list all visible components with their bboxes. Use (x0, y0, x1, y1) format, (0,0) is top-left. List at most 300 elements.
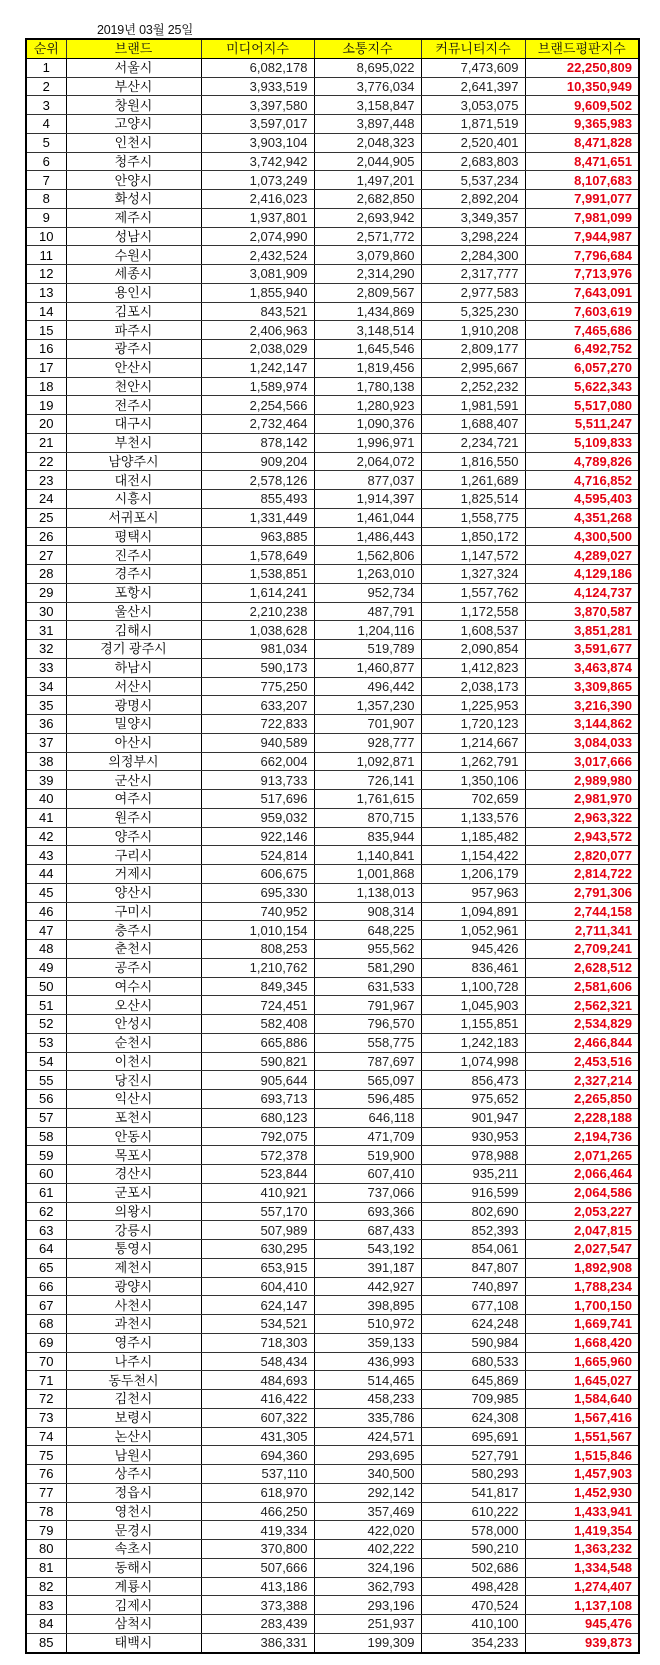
community-index-cell: 1,155,851 (421, 1015, 525, 1034)
rank-cell: 63 (26, 1221, 66, 1240)
community-index-cell: 2,892,204 (421, 190, 525, 209)
rank-cell: 13 (26, 283, 66, 302)
community-index-cell: 1,825,514 (421, 490, 525, 509)
brand-cell: 아산시 (66, 733, 201, 752)
community-index-cell: 2,520,401 (421, 133, 525, 152)
community-index-cell: 945,426 (421, 940, 525, 959)
brand-reputation-index-cell: 1,788,234 (525, 1277, 639, 1296)
brand-reputation-index-cell: 5,109,833 (525, 433, 639, 452)
communication-index-cell: 519,900 (314, 1146, 421, 1165)
brand-cell: 태백시 (66, 1633, 201, 1652)
table-row (26, 377, 639, 396)
table-row (26, 1502, 639, 1521)
table-row (26, 565, 639, 584)
communication-index-cell: 487,791 (314, 602, 421, 621)
table-row (26, 996, 639, 1015)
brand-reputation-index-cell: 8,471,828 (525, 133, 639, 152)
table-row (26, 865, 639, 884)
brand-cell: 상주시 (66, 1465, 201, 1484)
rank-cell: 29 (26, 583, 66, 602)
communication-index-cell: 292,142 (314, 1483, 421, 1502)
community-index-cell: 610,222 (421, 1502, 525, 1521)
community-index-cell: 2,683,803 (421, 152, 525, 171)
media-index-cell: 922,146 (201, 827, 314, 846)
table-row (26, 283, 639, 302)
brand-reputation-index-cell: 22,250,809 (525, 58, 639, 77)
community-index-cell: 1,172,558 (421, 602, 525, 621)
table-row (26, 133, 639, 152)
communication-index-cell: 391,187 (314, 1258, 421, 1277)
communication-index-cell: 324,196 (314, 1558, 421, 1577)
community-index-cell: 2,995,667 (421, 358, 525, 377)
community-index-cell: 5,537,234 (421, 171, 525, 190)
table-row (26, 508, 639, 527)
media-index-cell: 653,915 (201, 1258, 314, 1277)
rank-cell: 46 (26, 902, 66, 921)
header-media-index: 미디어지수 (201, 39, 314, 58)
community-index-cell: 677,108 (421, 1296, 525, 1315)
media-index-cell: 695,330 (201, 883, 314, 902)
community-index-cell: 470,524 (421, 1596, 525, 1615)
brand-cell: 정읍시 (66, 1483, 201, 1502)
community-index-cell: 1,557,762 (421, 583, 525, 602)
rank-cell: 66 (26, 1277, 66, 1296)
brand-cell: 수원시 (66, 246, 201, 265)
table-row (26, 415, 639, 434)
brand-reputation-index-cell: 9,365,983 (525, 115, 639, 134)
rank-cell: 47 (26, 921, 66, 940)
table-row (26, 77, 639, 96)
brand-reputation-index-cell: 2,027,547 (525, 1240, 639, 1259)
rank-cell: 41 (26, 808, 66, 827)
media-index-cell: 283,439 (201, 1615, 314, 1634)
media-index-cell: 507,666 (201, 1558, 314, 1577)
brand-reputation-index-cell: 8,107,683 (525, 171, 639, 190)
communication-index-cell: 543,192 (314, 1240, 421, 1259)
rank-cell: 84 (26, 1615, 66, 1634)
brand-cell: 하남시 (66, 658, 201, 677)
community-index-cell: 1,981,591 (421, 396, 525, 415)
rank-cell: 7 (26, 171, 66, 190)
brand-reputation-index-cell: 1,515,846 (525, 1446, 639, 1465)
table-row (26, 1577, 639, 1596)
community-index-cell: 978,988 (421, 1146, 525, 1165)
community-index-cell: 1,074,998 (421, 1052, 525, 1071)
media-index-cell: 484,693 (201, 1371, 314, 1390)
rank-cell: 33 (26, 658, 66, 677)
media-index-cell: 724,451 (201, 996, 314, 1015)
rank-cell: 48 (26, 940, 66, 959)
communication-index-cell: 908,314 (314, 902, 421, 921)
rank-cell: 53 (26, 1033, 66, 1052)
communication-index-cell: 558,775 (314, 1033, 421, 1052)
brand-cell: 광주시 (66, 340, 201, 359)
communication-index-cell: 514,465 (314, 1371, 421, 1390)
brand-reputation-index-cell: 2,562,321 (525, 996, 639, 1015)
table-row (26, 771, 639, 790)
brand-cell: 안양시 (66, 171, 201, 190)
brand-cell: 논산시 (66, 1427, 201, 1446)
table-row (26, 696, 639, 715)
table-row (26, 621, 639, 640)
communication-index-cell: 335,786 (314, 1408, 421, 1427)
rank-cell: 23 (26, 471, 66, 490)
brand-reputation-index-cell: 3,851,281 (525, 621, 639, 640)
brand-cell: 화성시 (66, 190, 201, 209)
rank-cell: 62 (26, 1202, 66, 1221)
brand-reputation-index-cell: 4,124,737 (525, 583, 639, 602)
media-index-cell: 410,921 (201, 1183, 314, 1202)
media-index-cell: 694,360 (201, 1446, 314, 1465)
communication-index-cell: 458,233 (314, 1390, 421, 1409)
community-index-cell: 1,100,728 (421, 977, 525, 996)
community-index-cell: 957,963 (421, 883, 525, 902)
communication-index-cell: 1,914,397 (314, 490, 421, 509)
table-row (26, 1127, 639, 1146)
communication-index-cell: 519,789 (314, 640, 421, 659)
brand-reputation-index-cell: 2,744,158 (525, 902, 639, 921)
rank-cell: 59 (26, 1146, 66, 1165)
brand-cell: 밀양시 (66, 715, 201, 734)
communication-index-cell: 835,944 (314, 827, 421, 846)
brand-reputation-index-cell: 7,643,091 (525, 283, 639, 302)
communication-index-cell: 726,141 (314, 771, 421, 790)
table-row (26, 921, 639, 940)
media-index-cell: 590,821 (201, 1052, 314, 1071)
brand-reputation-index-cell: 3,870,587 (525, 602, 639, 621)
media-index-cell: 662,004 (201, 752, 314, 771)
communication-index-cell: 1,138,013 (314, 883, 421, 902)
brand-reputation-index-cell: 2,064,586 (525, 1183, 639, 1202)
communication-index-cell: 701,907 (314, 715, 421, 734)
brand-reputation-index-cell: 2,265,850 (525, 1090, 639, 1109)
community-index-cell: 2,234,721 (421, 433, 525, 452)
rank-cell: 12 (26, 265, 66, 284)
media-index-cell: 963,885 (201, 527, 314, 546)
communication-index-cell: 791,967 (314, 996, 421, 1015)
community-index-cell: 1,871,519 (421, 115, 525, 134)
table-row (26, 883, 639, 902)
media-index-cell: 843,521 (201, 302, 314, 321)
brand-reputation-index-cell: 5,622,343 (525, 377, 639, 396)
rank-cell: 38 (26, 752, 66, 771)
communication-index-cell: 398,895 (314, 1296, 421, 1315)
communication-index-cell: 928,777 (314, 733, 421, 752)
communication-index-cell: 3,079,860 (314, 246, 421, 265)
communication-index-cell: 607,410 (314, 1165, 421, 1184)
rank-cell: 16 (26, 340, 66, 359)
community-index-cell: 1,045,903 (421, 996, 525, 1015)
brand-reputation-index-cell: 2,943,572 (525, 827, 639, 846)
brand-cell: 울산시 (66, 602, 201, 621)
table-row (26, 433, 639, 452)
media-index-cell: 3,933,519 (201, 77, 314, 96)
communication-index-cell: 471,709 (314, 1127, 421, 1146)
table-row (26, 96, 639, 115)
community-index-cell: 702,659 (421, 790, 525, 809)
community-index-cell: 502,686 (421, 1558, 525, 1577)
brand-reputation-index-cell: 2,628,512 (525, 958, 639, 977)
community-index-cell: 2,317,777 (421, 265, 525, 284)
brand-cell: 광양시 (66, 1277, 201, 1296)
table-row (26, 1090, 639, 1109)
media-index-cell: 1,589,974 (201, 377, 314, 396)
media-index-cell: 524,814 (201, 846, 314, 865)
brand-cell: 양주시 (66, 827, 201, 846)
table-row (26, 115, 639, 134)
media-index-cell: 3,742,942 (201, 152, 314, 171)
communication-index-cell: 8,695,022 (314, 58, 421, 77)
communication-index-cell: 1,140,841 (314, 846, 421, 865)
table-row (26, 977, 639, 996)
table-row (26, 321, 639, 340)
table-row (26, 152, 639, 171)
community-index-cell: 695,691 (421, 1427, 525, 1446)
brand-reputation-index-cell: 4,351,268 (525, 508, 639, 527)
media-index-cell: 557,170 (201, 1202, 314, 1221)
communication-index-cell: 510,972 (314, 1315, 421, 1334)
communication-index-cell: 1,780,138 (314, 377, 421, 396)
brand-cell: 문경시 (66, 1521, 201, 1540)
rank-cell: 61 (26, 1183, 66, 1202)
table-row (26, 1540, 639, 1559)
community-index-cell: 1,688,407 (421, 415, 525, 434)
brand-reputation-index-cell: 2,228,188 (525, 1108, 639, 1127)
table-row (26, 171, 639, 190)
community-index-cell: 2,809,177 (421, 340, 525, 359)
communication-index-cell: 1,461,044 (314, 508, 421, 527)
media-index-cell: 680,123 (201, 1108, 314, 1127)
brand-cell: 의왕시 (66, 1202, 201, 1221)
brand-reputation-index-cell: 2,534,829 (525, 1015, 639, 1034)
brand-cell: 고양시 (66, 115, 201, 134)
table-row (26, 1146, 639, 1165)
communication-index-cell: 1,434,869 (314, 302, 421, 321)
community-index-cell: 930,953 (421, 1127, 525, 1146)
media-index-cell: 3,597,017 (201, 115, 314, 134)
table-row (26, 340, 639, 359)
brand-cell: 세종시 (66, 265, 201, 284)
brand-cell: 거제시 (66, 865, 201, 884)
brand-reputation-index-cell: 1,700,150 (525, 1296, 639, 1315)
communication-index-cell: 3,776,034 (314, 77, 421, 96)
brand-cell: 파주시 (66, 321, 201, 340)
brand-reputation-index-cell: 2,053,227 (525, 1202, 639, 1221)
media-index-cell: 2,038,029 (201, 340, 314, 359)
media-index-cell: 416,422 (201, 1390, 314, 1409)
media-index-cell: 1,538,851 (201, 565, 314, 584)
brand-reputation-index-cell: 1,551,567 (525, 1427, 639, 1446)
brand-cell: 대전시 (66, 471, 201, 490)
community-index-cell: 1,147,572 (421, 546, 525, 565)
brand-cell: 부천시 (66, 433, 201, 452)
communication-index-cell: 596,485 (314, 1090, 421, 1109)
media-index-cell: 590,173 (201, 658, 314, 677)
communication-index-cell: 687,433 (314, 1221, 421, 1240)
rank-cell: 45 (26, 883, 66, 902)
communication-index-cell: 1,819,456 (314, 358, 421, 377)
rank-cell: 56 (26, 1090, 66, 1109)
rank-cell: 3 (26, 96, 66, 115)
communication-index-cell: 362,793 (314, 1577, 421, 1596)
table-row (26, 1333, 639, 1352)
brand-cell: 제천시 (66, 1258, 201, 1277)
brand-reputation-index-cell: 1,452,930 (525, 1483, 639, 1502)
brand-cell: 김포시 (66, 302, 201, 321)
community-index-cell: 802,690 (421, 1202, 525, 1221)
rank-cell: 58 (26, 1127, 66, 1146)
brand-cell: 동해시 (66, 1558, 201, 1577)
community-index-cell: 2,038,173 (421, 677, 525, 696)
brand-cell: 안산시 (66, 358, 201, 377)
brand-cell: 익산시 (66, 1090, 201, 1109)
media-index-cell: 572,378 (201, 1146, 314, 1165)
communication-index-cell: 955,562 (314, 940, 421, 959)
communication-index-cell: 1,460,877 (314, 658, 421, 677)
brand-reputation-index-cell: 3,216,390 (525, 696, 639, 715)
brand-cell: 삼척시 (66, 1615, 201, 1634)
community-index-cell: 836,461 (421, 958, 525, 977)
community-index-cell: 1,910,208 (421, 321, 525, 340)
rank-cell: 71 (26, 1371, 66, 1390)
rank-cell: 24 (26, 490, 66, 509)
brand-reputation-index-cell: 1,892,908 (525, 1258, 639, 1277)
community-index-cell: 1,816,550 (421, 452, 525, 471)
brand-reputation-index-cell: 7,465,686 (525, 321, 639, 340)
communication-index-cell: 199,309 (314, 1633, 421, 1652)
brand-reputation-index-cell: 1,433,941 (525, 1502, 639, 1521)
brand-reputation-index-cell: 2,709,241 (525, 940, 639, 959)
community-index-cell: 1,608,537 (421, 621, 525, 640)
communication-index-cell: 1,090,376 (314, 415, 421, 434)
table-row (26, 1015, 639, 1034)
brand-reputation-index-cell: 1,567,416 (525, 1408, 639, 1427)
community-index-cell: 680,533 (421, 1352, 525, 1371)
media-index-cell: 1,038,628 (201, 621, 314, 640)
rank-cell: 49 (26, 958, 66, 977)
rank-cell: 10 (26, 227, 66, 246)
media-index-cell: 665,886 (201, 1033, 314, 1052)
brand-reputation-index-cell: 2,581,606 (525, 977, 639, 996)
brand-reputation-index-cell: 2,466,844 (525, 1033, 639, 1052)
table-row (26, 1315, 639, 1334)
brand-reputation-index-cell: 4,716,852 (525, 471, 639, 490)
header-row (26, 39, 639, 58)
rank-cell: 28 (26, 565, 66, 584)
brand-cell: 경산시 (66, 1165, 201, 1184)
table-row (26, 265, 639, 284)
communication-index-cell: 581,290 (314, 958, 421, 977)
communication-index-cell: 1,486,443 (314, 527, 421, 546)
brand-cell: 제주시 (66, 208, 201, 227)
brand-cell: 군산시 (66, 771, 201, 790)
community-index-cell: 916,599 (421, 1183, 525, 1202)
media-index-cell: 1,331,449 (201, 508, 314, 527)
community-index-cell: 709,985 (421, 1390, 525, 1409)
community-index-cell: 1,261,689 (421, 471, 525, 490)
rank-cell: 60 (26, 1165, 66, 1184)
brand-reputation-index-cell: 2,963,322 (525, 808, 639, 827)
rank-cell: 22 (26, 452, 66, 471)
community-index-cell: 1,350,106 (421, 771, 525, 790)
media-index-cell: 630,295 (201, 1240, 314, 1259)
table-row (26, 1221, 639, 1240)
brand-reputation-index-cell: 4,595,403 (525, 490, 639, 509)
brand-cell: 과천시 (66, 1315, 201, 1334)
brand-cell: 김해시 (66, 621, 201, 640)
community-index-cell: 527,791 (421, 1446, 525, 1465)
table-row (26, 958, 639, 977)
media-index-cell: 1,578,649 (201, 546, 314, 565)
brand-reputation-index-cell: 5,517,080 (525, 396, 639, 415)
communication-index-cell: 2,571,772 (314, 227, 421, 246)
rank-cell: 19 (26, 396, 66, 415)
rank-cell: 36 (26, 715, 66, 734)
media-index-cell: 604,410 (201, 1277, 314, 1296)
communication-index-cell: 1,357,230 (314, 696, 421, 715)
table-row (26, 640, 639, 659)
table-row (26, 1596, 639, 1615)
communication-index-cell: 877,037 (314, 471, 421, 490)
brand-cell: 순천시 (66, 1033, 201, 1052)
media-index-cell: 523,844 (201, 1165, 314, 1184)
community-index-cell: 7,473,609 (421, 58, 525, 77)
media-index-cell: 624,147 (201, 1296, 314, 1315)
rank-cell: 82 (26, 1577, 66, 1596)
brand-reputation-index-cell: 3,309,865 (525, 677, 639, 696)
rank-cell: 70 (26, 1352, 66, 1371)
brand-cell: 광명시 (66, 696, 201, 715)
community-index-cell: 1,094,891 (421, 902, 525, 921)
rank-cell: 69 (26, 1333, 66, 1352)
media-index-cell: 722,833 (201, 715, 314, 734)
rank-cell: 57 (26, 1108, 66, 1127)
table-row (26, 1071, 639, 1090)
community-index-cell: 1,133,576 (421, 808, 525, 827)
table-row (26, 1427, 639, 1446)
media-index-cell: 1,210,762 (201, 958, 314, 977)
rank-cell: 8 (26, 190, 66, 209)
brand-cell: 동두천시 (66, 1371, 201, 1390)
communication-index-cell: 3,158,847 (314, 96, 421, 115)
brand-cell: 영주시 (66, 1333, 201, 1352)
brand-reputation-index-cell: 1,457,903 (525, 1465, 639, 1484)
media-index-cell: 534,521 (201, 1315, 314, 1334)
rank-cell: 15 (26, 321, 66, 340)
brand-cell: 속초시 (66, 1540, 201, 1559)
brand-reputation-index-cell: 7,991,077 (525, 190, 639, 209)
brand-reputation-index-cell: 2,047,815 (525, 1221, 639, 1240)
header-communication-index: 소통지수 (314, 39, 421, 58)
table-row (26, 208, 639, 227)
community-index-cell: 3,349,357 (421, 208, 525, 227)
community-index-cell: 1,185,482 (421, 827, 525, 846)
table-row (26, 1108, 639, 1127)
header-community-index: 커뮤니티지수 (421, 39, 525, 58)
community-index-cell: 580,293 (421, 1465, 525, 1484)
brand-cell: 계룡시 (66, 1577, 201, 1596)
table-row (26, 1352, 639, 1371)
communication-index-cell: 1,204,116 (314, 621, 421, 640)
community-index-cell: 975,652 (421, 1090, 525, 1109)
community-index-cell: 856,473 (421, 1071, 525, 1090)
rank-cell: 34 (26, 677, 66, 696)
media-index-cell: 370,800 (201, 1540, 314, 1559)
table-row (26, 1465, 639, 1484)
communication-index-cell: 3,148,514 (314, 321, 421, 340)
brand-reputation-index-cell: 939,873 (525, 1633, 639, 1652)
table-row (26, 1558, 639, 1577)
